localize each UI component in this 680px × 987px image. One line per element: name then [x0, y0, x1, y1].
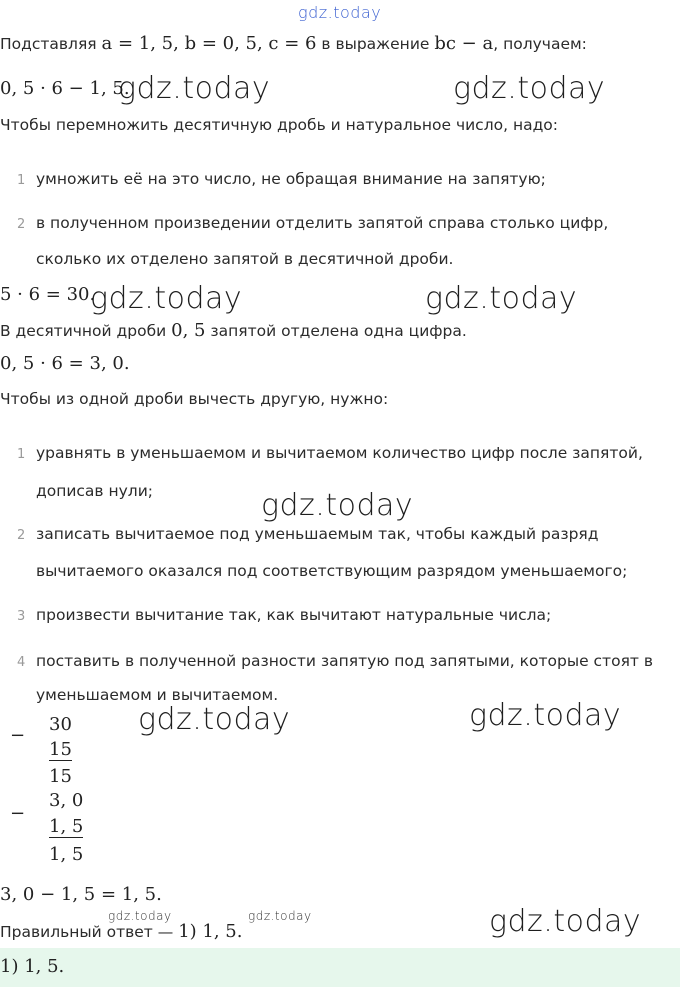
answer-label: Правильный ответ —	[0, 923, 179, 941]
answer-box-text: 1) 1, 5.	[0, 956, 65, 977]
intro-text-before: Подставляя	[0, 35, 102, 53]
watermark-top: gdz.today	[298, 3, 382, 22]
watermark-small: gdz.today	[248, 909, 312, 923]
list-number: 1	[17, 173, 26, 188]
subtrahend: 1, 5	[49, 816, 84, 837]
decimal-note-after: запятой отделена одна цифра.	[205, 322, 467, 340]
difference: 1, 5	[49, 844, 84, 865]
list-number: 2	[17, 528, 26, 543]
decimal-note-value: 0, 5	[171, 320, 206, 341]
answer-box	[0, 948, 680, 987]
watermark: gdz.today	[453, 71, 606, 106]
product-line: 5 · 6 = 30.	[0, 284, 96, 305]
list-item-continuation: уменьшаемом и вычитаемом.	[36, 686, 279, 704]
difference: 15	[49, 766, 72, 787]
watermark: gdz.today	[118, 71, 271, 106]
list-item-continuation: сколько их отделено запятой в десятичной дроби.	[36, 250, 454, 268]
watermark: gdz.today	[469, 698, 622, 733]
list-number: 4	[17, 655, 26, 670]
multiply-rule-heading: Чтобы перемножить десятичную дробь и натуральное число, надо:	[0, 116, 558, 134]
list-item: умножить её на это число, не обращая внимание на запятую;	[36, 170, 546, 188]
watermark: gdz.today	[90, 281, 243, 316]
watermark: gdz.today	[489, 904, 642, 939]
subtract-rule-heading: Чтобы из одной дроби вычесть другую, нужно:	[0, 390, 389, 408]
decimal-note-before: В десятичной дроби	[0, 322, 172, 340]
answer-value: 1) 1, 5.	[178, 921, 243, 942]
list-item-continuation: вычитаемого оказался под соответствующим разрядом уменьшаемого;	[36, 562, 628, 580]
list-item: поставить в полученной разности запятую под запятыми, которые стоят в	[36, 652, 653, 670]
final-calculation: 3, 0 − 1, 5 = 1, 5.	[0, 884, 162, 905]
list-item: записать вычитаемое под уменьшаемым так, чтобы каждый разряд	[36, 525, 599, 543]
decimal-note	[0, 320, 467, 341]
watermark: gdz.today	[261, 488, 414, 523]
list-item: уравнять в уменьшаемом и вычитаемом количество цифр после запятой,	[36, 444, 643, 462]
list-number: 2	[17, 217, 26, 232]
intro-text-after: , получаем:	[493, 35, 587, 53]
minuend: 3, 0	[49, 790, 84, 811]
intro-values: a = 1, 5, b = 0, 5, c = 6	[101, 33, 317, 54]
minus-sign: −	[10, 725, 26, 746]
answer-line	[0, 921, 242, 942]
intro-expression: bc − a	[434, 33, 494, 54]
product-result: 0, 5 · 6 = 3, 0.	[0, 353, 130, 374]
list-item-continuation: дописав нули;	[36, 482, 153, 500]
list-item: произвести вычитание так, как вычитают натуральные числа;	[36, 606, 552, 624]
intro-text-mid: в выражение	[316, 35, 435, 53]
minus-sign: −	[10, 803, 26, 824]
list-item: в полученном произведении отделить запятой справа столько цифр,	[36, 214, 609, 232]
expression-line: 0, 5 · 6 − 1, 5.	[0, 78, 130, 99]
watermark: gdz.today	[138, 702, 291, 737]
intro-line	[0, 33, 587, 54]
watermark: gdz.today	[425, 281, 578, 316]
list-number: 3	[17, 609, 26, 624]
list-number: 1	[17, 447, 26, 462]
watermark-small: gdz.today	[108, 909, 172, 923]
subtrahend: 15	[49, 739, 72, 760]
minuend: 30	[49, 714, 72, 735]
